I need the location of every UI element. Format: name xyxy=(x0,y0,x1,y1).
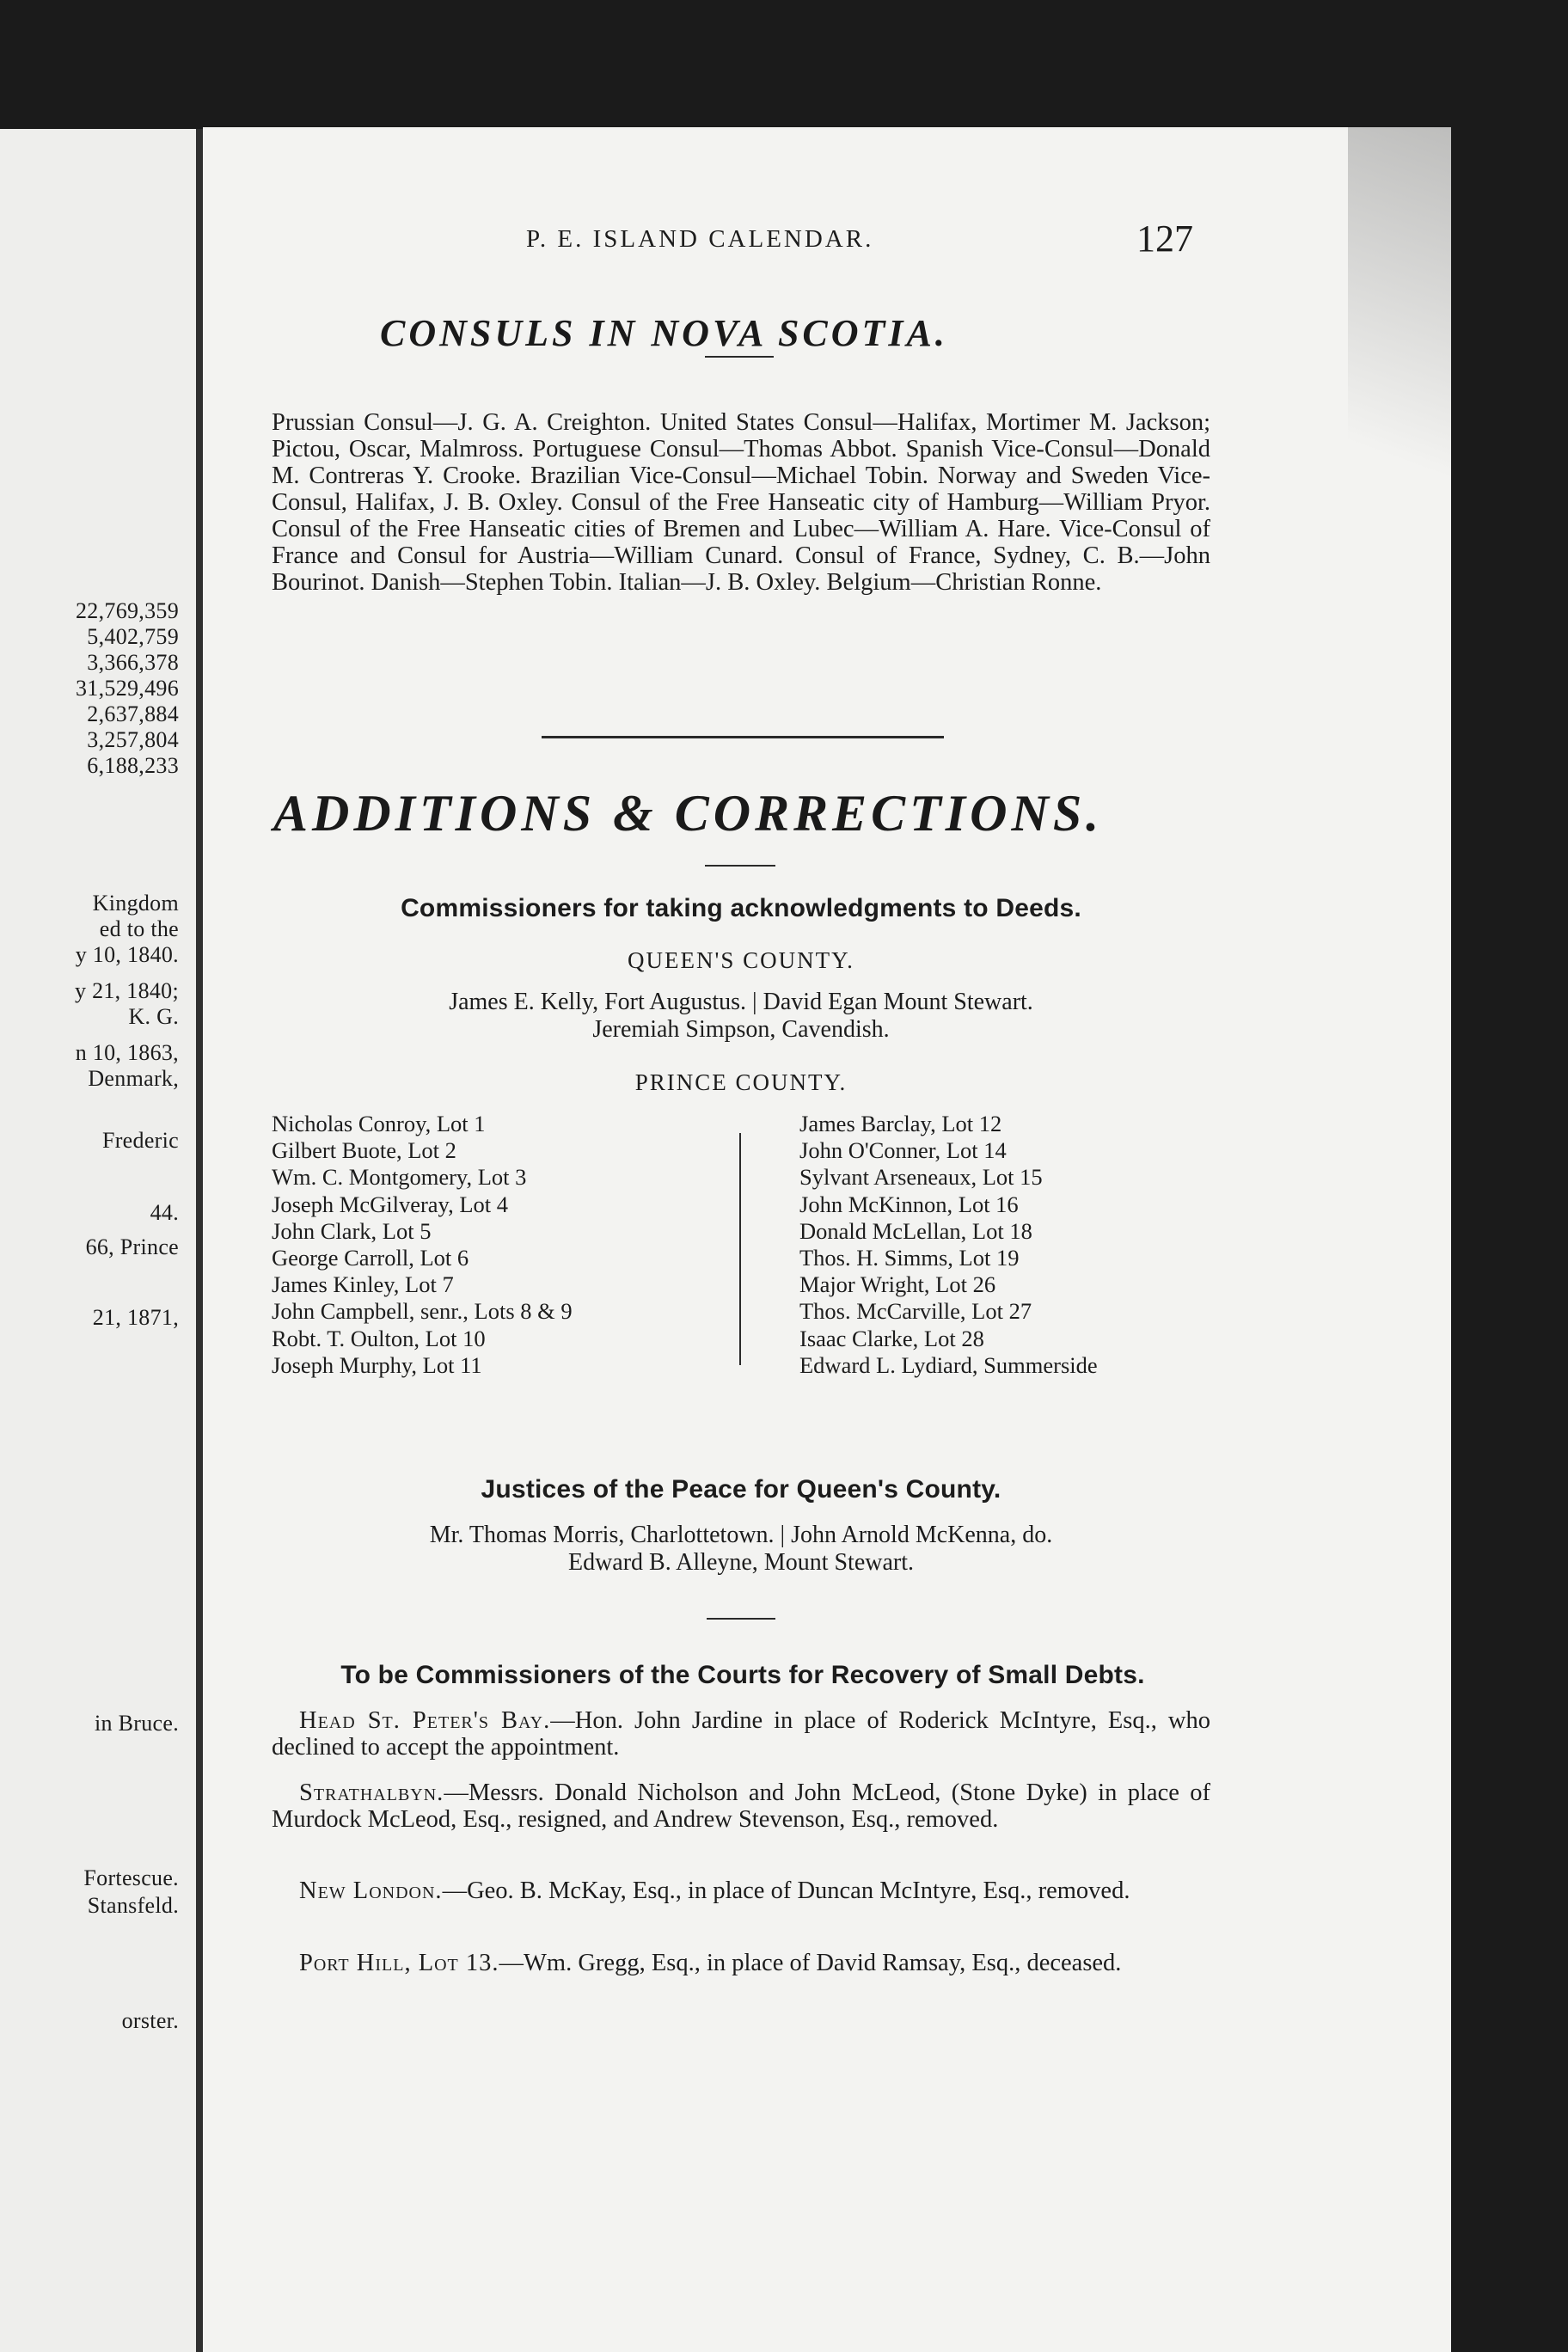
left-fragment: 66, Prince xyxy=(85,1234,179,1259)
list-item: Major Wright, Lot 26 xyxy=(799,1271,996,1298)
consuls-title: CONSULS IN NOVA SCOTIA. xyxy=(380,312,948,354)
left-fragment: orster. xyxy=(121,2008,179,2033)
left-fragment: K. G. xyxy=(128,1004,179,1029)
list-item: Robt. T. Oulton, Lot 10 xyxy=(272,1325,486,1351)
entry-place: New London. xyxy=(299,1877,443,1904)
left-number: 6,188,233 xyxy=(87,753,179,778)
title-rule xyxy=(705,865,775,867)
list-item: Thos. H. Simms, Lot 19 xyxy=(799,1245,1020,1271)
left-fragment: in Bruce. xyxy=(94,1711,179,1736)
list-item: James Barclay, Lot 12 xyxy=(799,1111,1002,1136)
list-item: John Campbell, senr., Lots 8 & 9 xyxy=(272,1298,573,1325)
left-number: 2,637,884 xyxy=(87,701,179,726)
entry-text: —Messrs. Donald Nicholson and John McLeod, (Stone Dyke) in place of Murdock McLeod, Esq., resigned, and Andrew Stevenson, Esq., removed. xyxy=(272,1779,1210,1833)
list-item: Wm. C. Montgomery, Lot 3 xyxy=(272,1164,527,1191)
queens-county-label: QUEEN'S COUNTY. xyxy=(628,947,854,973)
left-fragment: Stansfeld. xyxy=(87,1893,179,1918)
entry-text: —Geo. B. McKay, Esq., in place of Duncan McIntyre, Esq., removed. xyxy=(442,1877,1130,1904)
list-item: Edward L. Lydiard, Summerside xyxy=(799,1351,1098,1378)
entry-text: —Wm. Gregg, Esq., in place of David Ramsay, Esq., deceased. xyxy=(499,1950,1122,1976)
column-divider xyxy=(739,1133,741,1365)
page-edge-shadow xyxy=(1348,127,1451,729)
list-item: James Kinley, Lot 7 xyxy=(272,1271,454,1298)
prince-county-left-list xyxy=(272,1111,573,1379)
additions-title: ADDITIONS & CORRECTIONS. xyxy=(273,785,1104,842)
section-rule xyxy=(707,1618,775,1620)
list-item: John McKinnon, Lot 16 xyxy=(799,1191,1019,1217)
small-debts-entry xyxy=(272,1950,1210,1976)
left-fragment: y 21, 1840; xyxy=(74,978,179,1003)
page-gutter xyxy=(196,129,203,2352)
list-item: Donald McLellan, Lot 18 xyxy=(799,1217,1032,1244)
section-divider xyxy=(542,736,944,738)
list-item: Joseph Murphy, Lot 11 xyxy=(272,1351,482,1378)
entry-place: Port Hill, Lot 13. xyxy=(299,1950,499,1976)
justices-line: Edward B. Alleyne, Mount Stewart. xyxy=(567,1549,915,1576)
list-item: Gilbert Buote, Lot 2 xyxy=(272,1137,456,1164)
left-number: 22,769,359 xyxy=(76,598,179,623)
commissioners-heading: Commissioners for taking acknowledgments to Deeds. xyxy=(401,894,1081,922)
left-number: 31,529,496 xyxy=(76,676,179,701)
list-item: Sylvant Arseneaux, Lot 15 xyxy=(799,1164,1043,1191)
consuls-paragraph: Prussian Consul—J. G. A. Creighton. United States Consul—Halifax, Mortimer M. Jackson; Pictou, Oscar, Malmross. Portuguese Consul—Thomas Abbot. Spanish Vice-Consul—Donald M. Contreras Y. Crooke. Brazilian Vice-Consul—Michael Tobin. Norway and Sweden Vice-Consul, Halifax, J. B. Oxley. Consul of the Free Hanseatic city of Hamburg—William Pryor. Consul of the Free Hanseatic cities of Bremen and Lubec—William A. Hare. Vice-Consul of France and Consul for Austria—William Cunard. Consul of France, Sydney, C. B.—John Bourinot. Danish—Stephen Tobin. Italian—J. B. Oxley. Belgium—Christian Ronne. xyxy=(272,409,1210,596)
list-item: John Clark, Lot 5 xyxy=(272,1217,432,1244)
list-item: Joseph McGilveray, Lot 4 xyxy=(272,1191,509,1217)
justices-heading: Justices of the Peace for Queen's County. xyxy=(481,1475,1001,1504)
left-fragment: 21, 1871, xyxy=(92,1305,179,1330)
prince-county-label: PRINCE COUNTY. xyxy=(634,1069,848,1095)
left-number: 3,366,378 xyxy=(87,650,179,675)
left-number: 3,257,804 xyxy=(87,727,179,752)
small-debts-entry xyxy=(272,1779,1210,1833)
small-debts-entry xyxy=(272,1707,1210,1761)
left-number: 5,402,759 xyxy=(87,624,179,649)
queens-county-line: James E. Kelly, Fort Augustus. | David Egan Mount Stewart. xyxy=(449,989,1033,1015)
left-fragment: y 10, 1840. xyxy=(75,942,179,967)
title-rule xyxy=(705,356,774,358)
left-fragment: ed to the xyxy=(99,916,179,941)
list-item: Nicholas Conroy, Lot 1 xyxy=(272,1111,486,1136)
entry-place: Strathalbyn. xyxy=(299,1779,444,1806)
left-fragment: 44. xyxy=(150,1200,179,1225)
small-debts-entry xyxy=(272,1877,1210,1904)
running-head: P. E. ISLAND CALENDAR. xyxy=(526,225,874,253)
list-item: John O'Conner, Lot 14 xyxy=(799,1137,1007,1164)
left-fragment: Frederic xyxy=(101,1128,179,1153)
list-item: Isaac Clarke, Lot 28 xyxy=(799,1325,984,1351)
entry-place: Head St. Peter's Bay. xyxy=(299,1707,551,1734)
left-fragment: Denmark, xyxy=(88,1066,179,1091)
queens-county-line: Jeremiah Simpson, Cavendish. xyxy=(592,1016,890,1043)
small-debts-heading: To be Commissioners of the Courts for Recovery of Small Debts. xyxy=(340,1661,1145,1689)
left-fragment: n 10, 1863, xyxy=(75,1040,179,1065)
left-fragment: Fortescue. xyxy=(83,1865,179,1890)
list-item: Thos. McCarville, Lot 27 xyxy=(799,1298,1032,1325)
justices-line: Mr. Thomas Morris, Charlottetown. | John Arnold McKenna, do. xyxy=(429,1522,1053,1548)
left-facing-page xyxy=(0,129,196,2352)
prince-county-right-list xyxy=(799,1111,1098,1379)
list-item: George Carroll, Lot 6 xyxy=(272,1245,469,1271)
page-number: 127 xyxy=(1136,217,1193,260)
left-fragment: Kingdom xyxy=(92,891,179,916)
entry-text: —Hon. John Jardine in place of Roderick McIntyre, Esq., who declined to accept the appointment. xyxy=(272,1707,1210,1761)
